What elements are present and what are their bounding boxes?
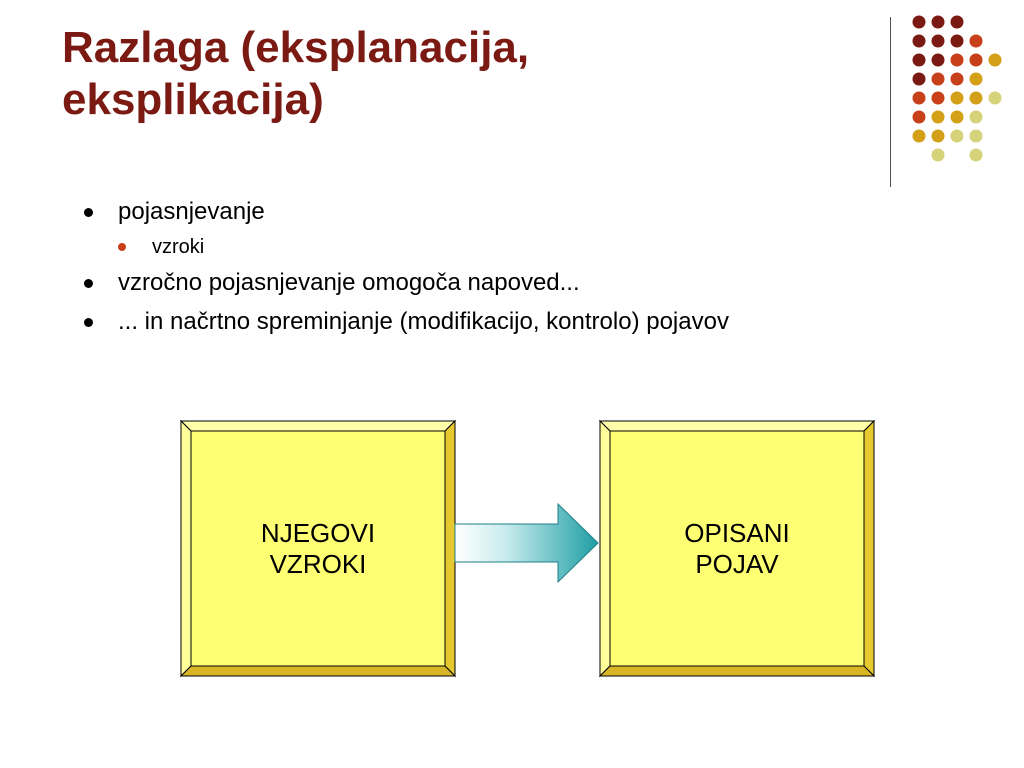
causes-box-left-bevel [181, 421, 191, 676]
phenomenon-box-label [612, 518, 862, 580]
bullet-text: ... in načrtno spreminjanje (modifikacijo, kontrolo) pojavov [118, 308, 729, 335]
bullet-text: vzroki [152, 236, 205, 258]
phenomenon-box-right-bevel [864, 421, 874, 676]
bullet-text: vzročno pojasnjevanje omogoča napoved... [118, 269, 580, 296]
causes-box-right-bevel [445, 421, 455, 676]
causes-box-top-bevel [181, 421, 455, 431]
phenomenon-label-line-1: OPISANI [684, 518, 790, 548]
causes-label-line-1: NJEGOVI [260, 518, 376, 548]
title-line-1: Razlaga (eksplanacija, [62, 23, 530, 72]
phenomenon-label-line-2: POJAV [695, 549, 779, 579]
causes-box-bottom-bevel [181, 666, 455, 676]
bullet-text: pojasnjevanje [118, 198, 265, 225]
causes-label-line-2: VZROKI [269, 549, 367, 579]
phenomenon-box-top-bevel [600, 421, 874, 431]
arrow-right-icon [455, 504, 598, 582]
causes-box-label [193, 518, 443, 580]
title-line-2: eksplikacija) [62, 75, 324, 124]
phenomenon-box-left-bevel [600, 421, 610, 676]
phenomenon-box-bottom-bevel [600, 666, 874, 676]
